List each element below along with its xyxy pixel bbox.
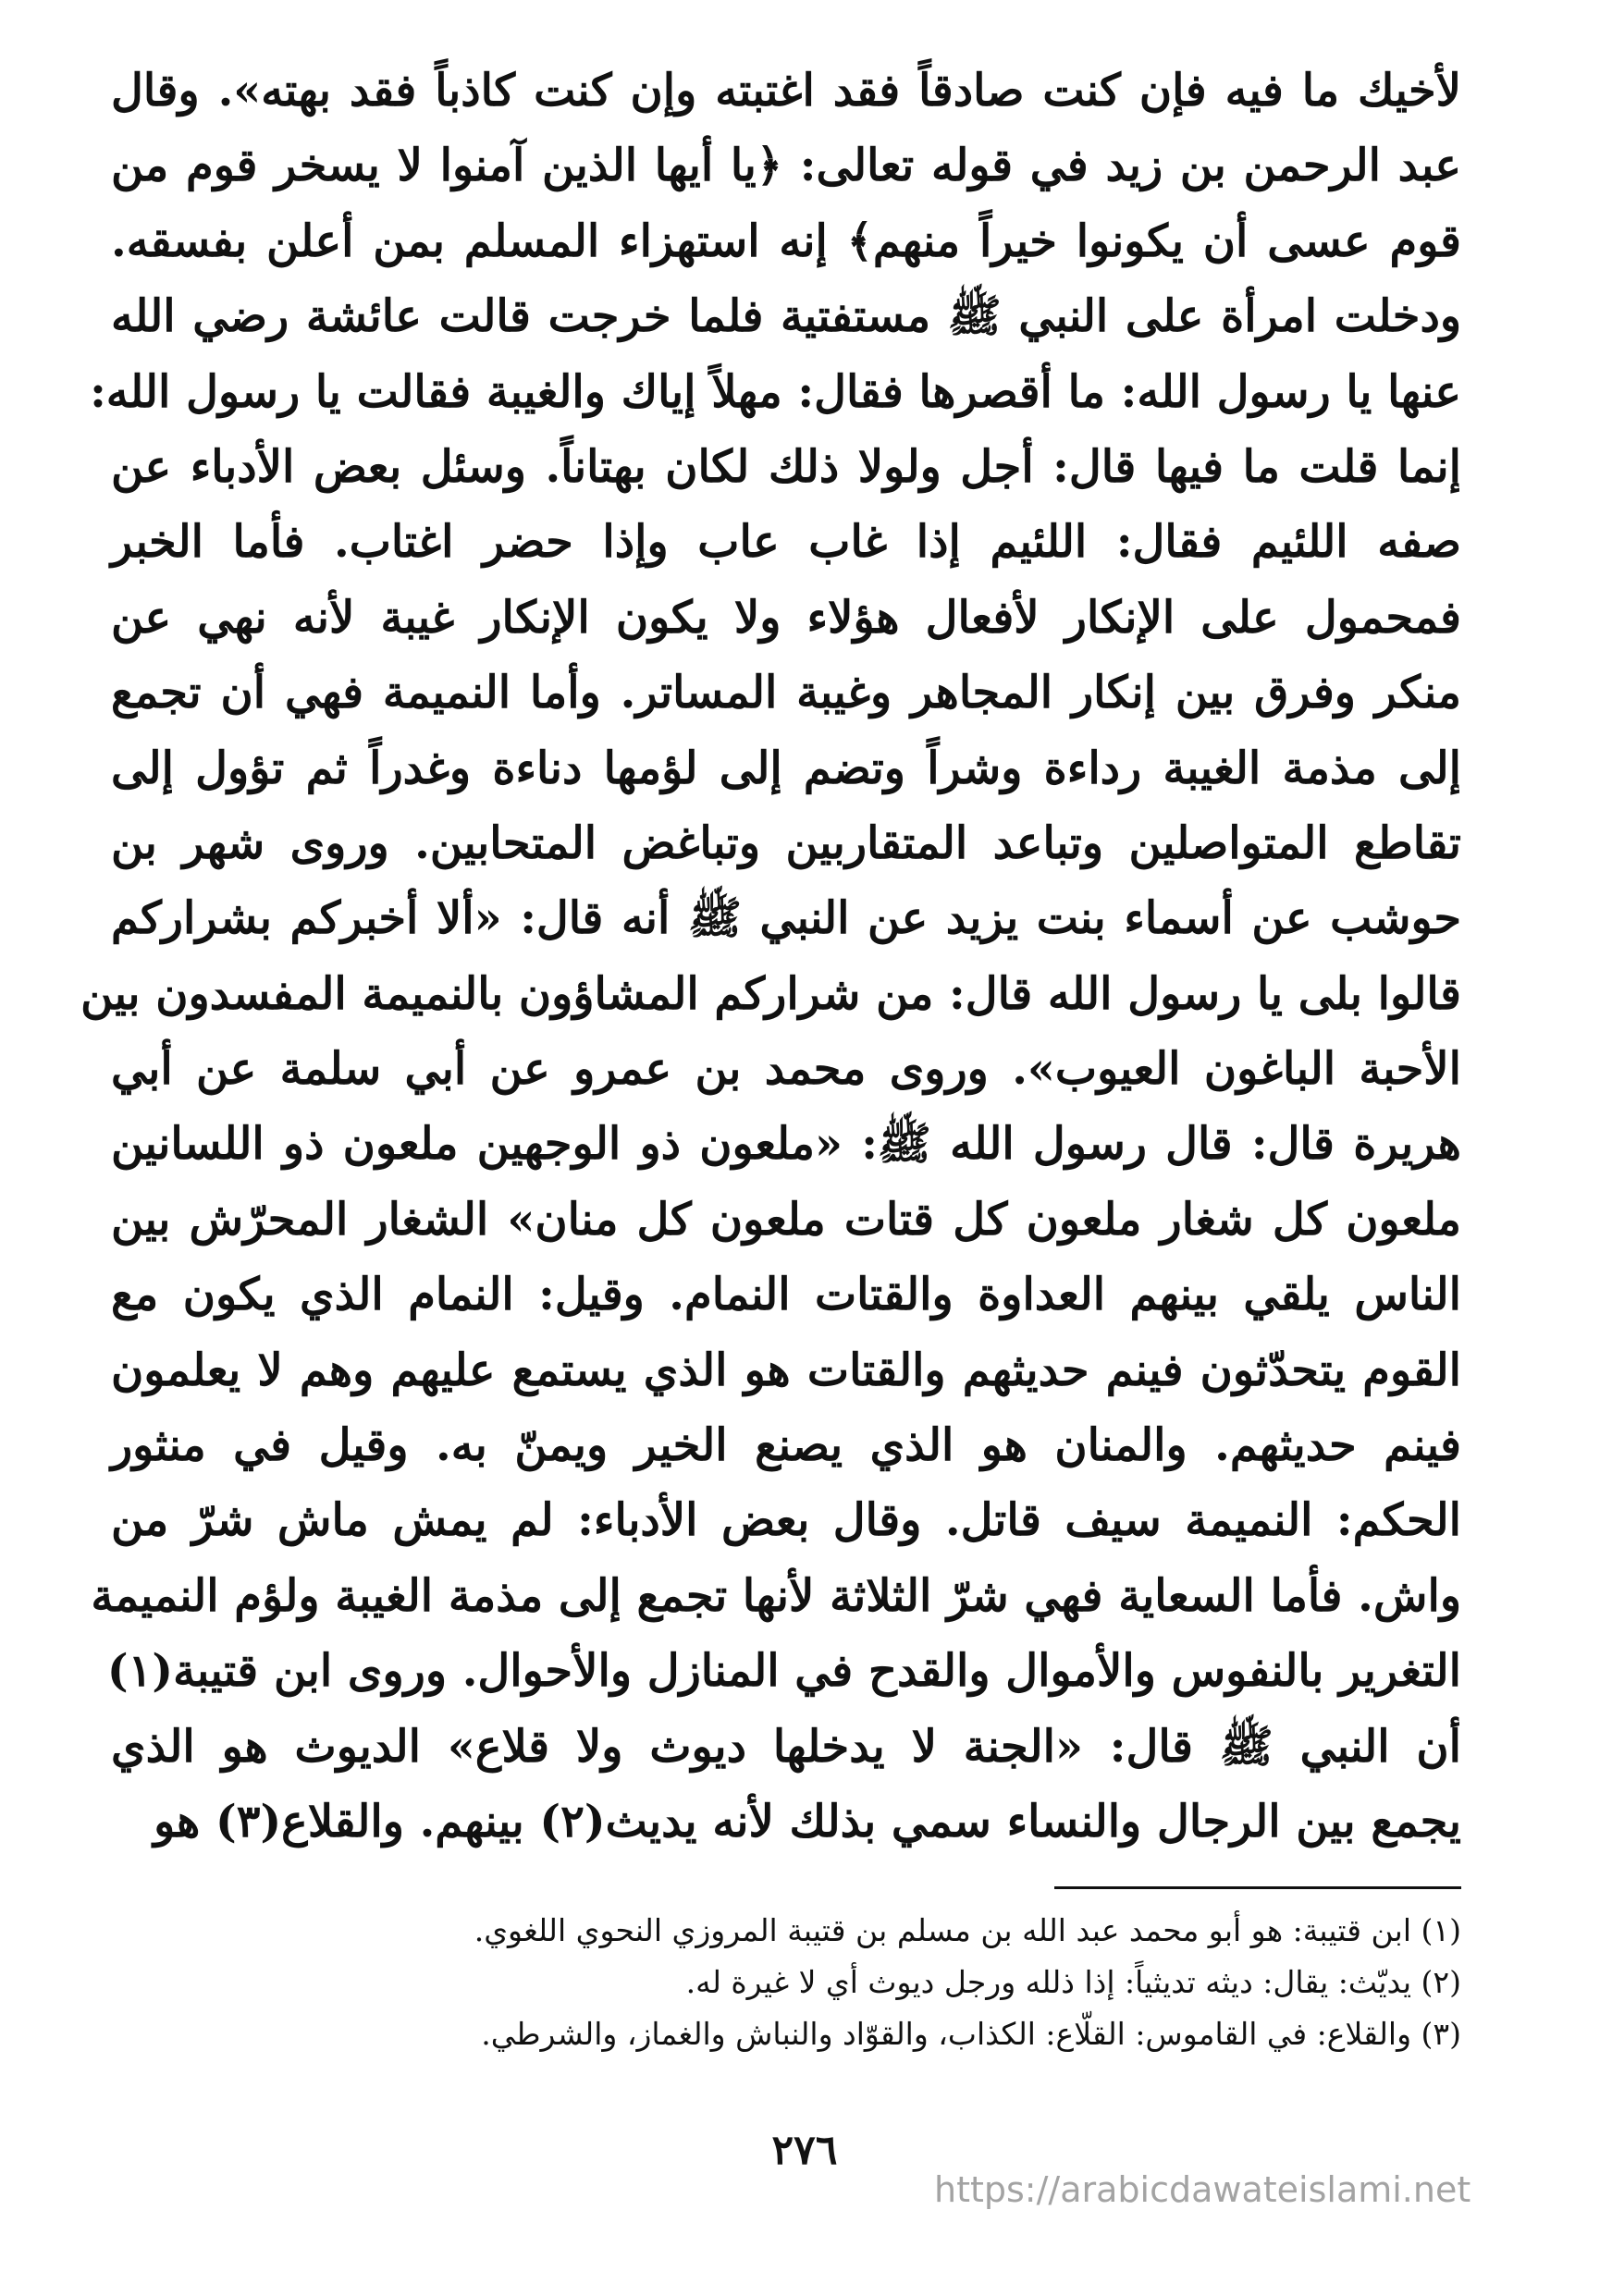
- text-line: أن النبي ﷺ قال: «الجنة لا يدخلها ديوث ولا قلاع» الديوث هو الذي: [111, 1720, 1461, 1773]
- text-line: ملعون كل شغار ملعون كل قتات ملعون كل منان» الشغار المحرّش بين: [111, 1193, 1461, 1246]
- text-line: يجمع بين الرجال والنساء سمي بذلك لأنه يديث(٢) بينهم. والقلاع(٣) هو: [154, 1795, 1461, 1848]
- text-line: عبد الرحمن بن زيد في قوله تعالى: ﴿يا أيها الذين آمنوا لا يسخر قوم من: [111, 140, 1461, 192]
- text-line: عنها يا رسول الله: ما أقصرها فقال: مهلاً إياك والغيبة فقالت يا رسول الله:: [90, 365, 1461, 418]
- text-line: قوم عسى أن يكونوا خيراً منهم﴾ إنه استهزاء المسلم بمن أعلن بفسقه.: [111, 215, 1461, 267]
- text-line: لأخيك ما فيه فإن كنت صادقاً فقد اغتبته وإن كنت كاذباً فقد بهته». وقال: [111, 65, 1461, 117]
- watermark-url: https://arabicdawateislami.net: [934, 2169, 1471, 2210]
- text-line: هريرة قال: قال رسول الله ﷺ: «ملعون ذو الوجهين ملعون ذو اللسانين: [111, 1118, 1461, 1171]
- footnotes: [203, 1905, 1461, 2060]
- text-line: التغرير بالنفوس والأموال والقدح في المنازل والأحوال. وروى ابن قتيبة(١): [106, 1645, 1461, 1698]
- text-line: إنما قلت ما فيها قال: أجل ولولا ذلك لكان بهتاناً. وسئل بعض الأدباء عن: [111, 440, 1462, 493]
- text-line: قالوا بلى يا رسول الله قال: من شراركم المشاؤون بالنميمة المفسدون بين: [80, 967, 1461, 1020]
- text-line: الناس يلقي بينهم العداوة والقتات النمام. وقيل: النمام الذي يكون مع: [111, 1269, 1461, 1321]
- text-line: تقاطع المتواصلين وتباعد المتقاربين وتباغض المتحابين. وروى شهر بن: [111, 816, 1461, 869]
- footnote: (٣) والقلاع: في القاموس: القلّاع: الكذاب، والقوّاد والنباش والغماز، والشرطي.: [481, 2016, 1461, 2052]
- footnote: (٢) يديّث: يقال: ديثه تديثياً: إذا ذلله ورجل ديوث أي لا غيرة له.: [685, 1964, 1461, 2000]
- text-line: القوم يتحدّثون فينم حديثهم والقتات هو الذي يستمع عليهم وهم لا يعلمون: [111, 1344, 1462, 1396]
- text-line: صفه اللئيم فقال: اللئيم إذا غاب عاب وإذا حضر اغتاب. فأما الخبر: [111, 516, 1461, 569]
- text-line: واش. فأما السعاية فهي شرّ الثلاثة لأنها تجمع إلى مذمة الغيبة ولؤم النميمة: [91, 1569, 1461, 1622]
- footnote: (١) ابن قتيبة: هو أبو محمد عبد الله بن مسلم بن قتيبة المروزي النحوي اللغوي.: [474, 1912, 1461, 1948]
- text-line: الحكم: النميمة سيف قاتل. وقال بعض الأدباء: لم يمش ماش شرّ من: [111, 1494, 1461, 1547]
- text-line: فمحمول على الإنكار لأفعال هؤلاء ولا يكون الإنكار غيبة لأنه نهي عن: [111, 591, 1461, 644]
- footnote-divider: [1054, 1886, 1461, 1889]
- page-number: ٢٧٦: [771, 2127, 838, 2174]
- text-line: إلى مذمة الغيبة رداءة وشراً وتضم إلى لؤمها دناءة وغدراً ثم تؤول إلى: [111, 742, 1461, 794]
- text-line: الأحبة الباغون العيوب». وروى محمد بن عمرو عن أبي سلمة عن أبي: [111, 1043, 1461, 1096]
- text-line: حوشب عن أسماء بنت يزيد عن النبي ﷺ أنه قال: «ألا أخبركم بشراركم: [111, 892, 1461, 945]
- text-line: منكر وفرق بين إنكار المجاهر وغيبة المساتر. وأما النميمة فهي أن تجمع: [111, 667, 1461, 719]
- main-text: [80, 54, 1462, 1860]
- text-line: ودخلت امرأة على النبي ﷺ مستفتية فلما خرجت قالت عائشة رضي الله: [111, 290, 1461, 343]
- text-line: فينم حديثهم. والمنان هو الذي يصنع الخير ويمنّ به. وقيل في منثور: [111, 1419, 1461, 1472]
